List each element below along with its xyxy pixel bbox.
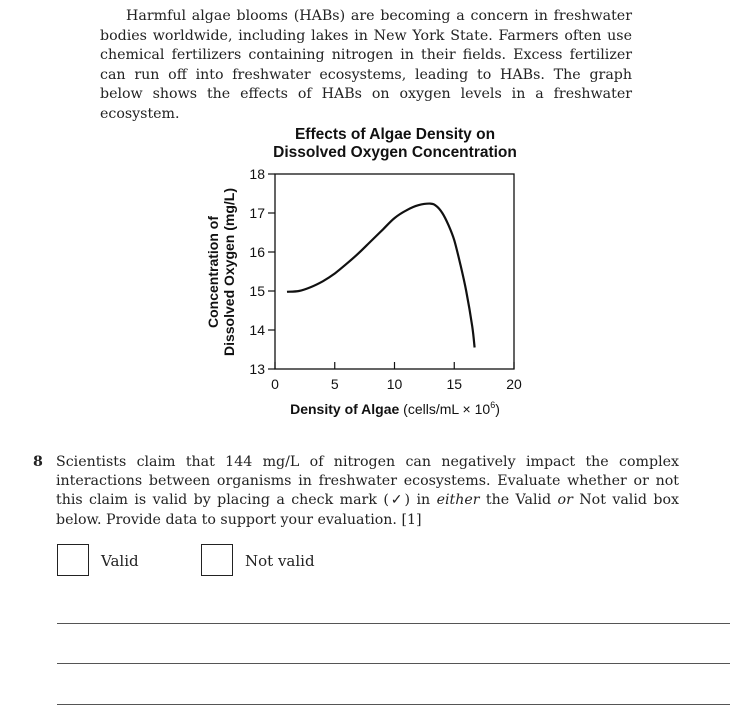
x-tick-label-10: 10: [386, 376, 403, 392]
not-valid-label: Not valid: [245, 552, 315, 570]
series-group: [287, 204, 475, 348]
answer-line-2[interactable]: [57, 663, 730, 664]
question-text-part2: the Valid: [479, 492, 558, 509]
x-tick-label-0: 0: [271, 376, 279, 392]
valid-label: Valid: [101, 552, 139, 570]
plot-frame: [275, 174, 514, 369]
y-axis-label-line1: Concentration of: [205, 216, 221, 328]
y-axis: [249, 166, 275, 377]
algae-oxygen-chart: [195, 122, 545, 422]
x-axis: [271, 362, 522, 392]
y-axis-label-line2: [221, 188, 237, 356]
x-axis-label: [290, 400, 500, 417]
y-tick-label-17: 17: [249, 205, 265, 221]
y-tick-label-15: 15: [249, 283, 265, 299]
x-tick-label-5: 5: [330, 376, 339, 392]
not-valid-checkbox[interactable]: [201, 544, 233, 576]
x-axis-label-unit: (cells/mL × 10: [403, 401, 491, 417]
question-text: [56, 453, 679, 530]
y-tick-label-14: 14: [249, 322, 265, 338]
oxygen-curve-0: [287, 204, 475, 348]
question-text-or: or: [557, 492, 573, 509]
y-tick-label-13: 13: [249, 361, 265, 377]
x-axis-label-exponent: 6: [490, 400, 496, 410]
y-tick-label-16: 16: [249, 244, 265, 260]
question-number: 8: [33, 454, 43, 470]
chart-title: Effects of Algae Density on: [294, 126, 496, 143]
question-text-part1: Scientists claim that 144 mg/L of nitrogen can negatively impact the complex interactions between organisms in freshwater ecosystems. Evaluate whether or not this claim is valid by placing a check mark (✓) in: [56, 454, 679, 509]
y-axis-label: [205, 188, 237, 356]
question-text-part3: Not valid box below. Provide data to support your evaluation. [1]: [56, 492, 679, 528]
question-8: [33, 453, 679, 530]
answer-line-1[interactable]: [57, 623, 730, 624]
intro-paragraph: Harmful algae blooms (HABs) are becoming a concern in freshwater bodies worldwide, including lakes in New York State. Farmers often use chemical fertilizers containing nitrogen in their fields. Excess fertilizer can run off into freshwater ecosystems, leading to HABs. The graph below shows the effects of HABs on oxygen levels in a freshwater ecosystem.: [100, 8, 632, 122]
chart-subtitle: Dissolved Oxygen Concentration: [273, 144, 517, 161]
x-tick-label-15: 15: [446, 376, 463, 392]
valid-checkbox[interactable]: [57, 544, 89, 576]
answer-line-3[interactable]: [57, 704, 730, 705]
chart-svg: [195, 122, 545, 422]
y-tick-label-18: 18: [249, 166, 265, 182]
x-tick-label-20: 20: [506, 376, 522, 392]
x-axis-label-close: ): [495, 401, 500, 417]
question-text-either: either: [436, 492, 480, 509]
x-axis-label-main: Density of Algae: [290, 401, 400, 417]
y-axis-label-line2-text: Dissolved Oxygen (mg/L): [221, 187, 237, 357]
